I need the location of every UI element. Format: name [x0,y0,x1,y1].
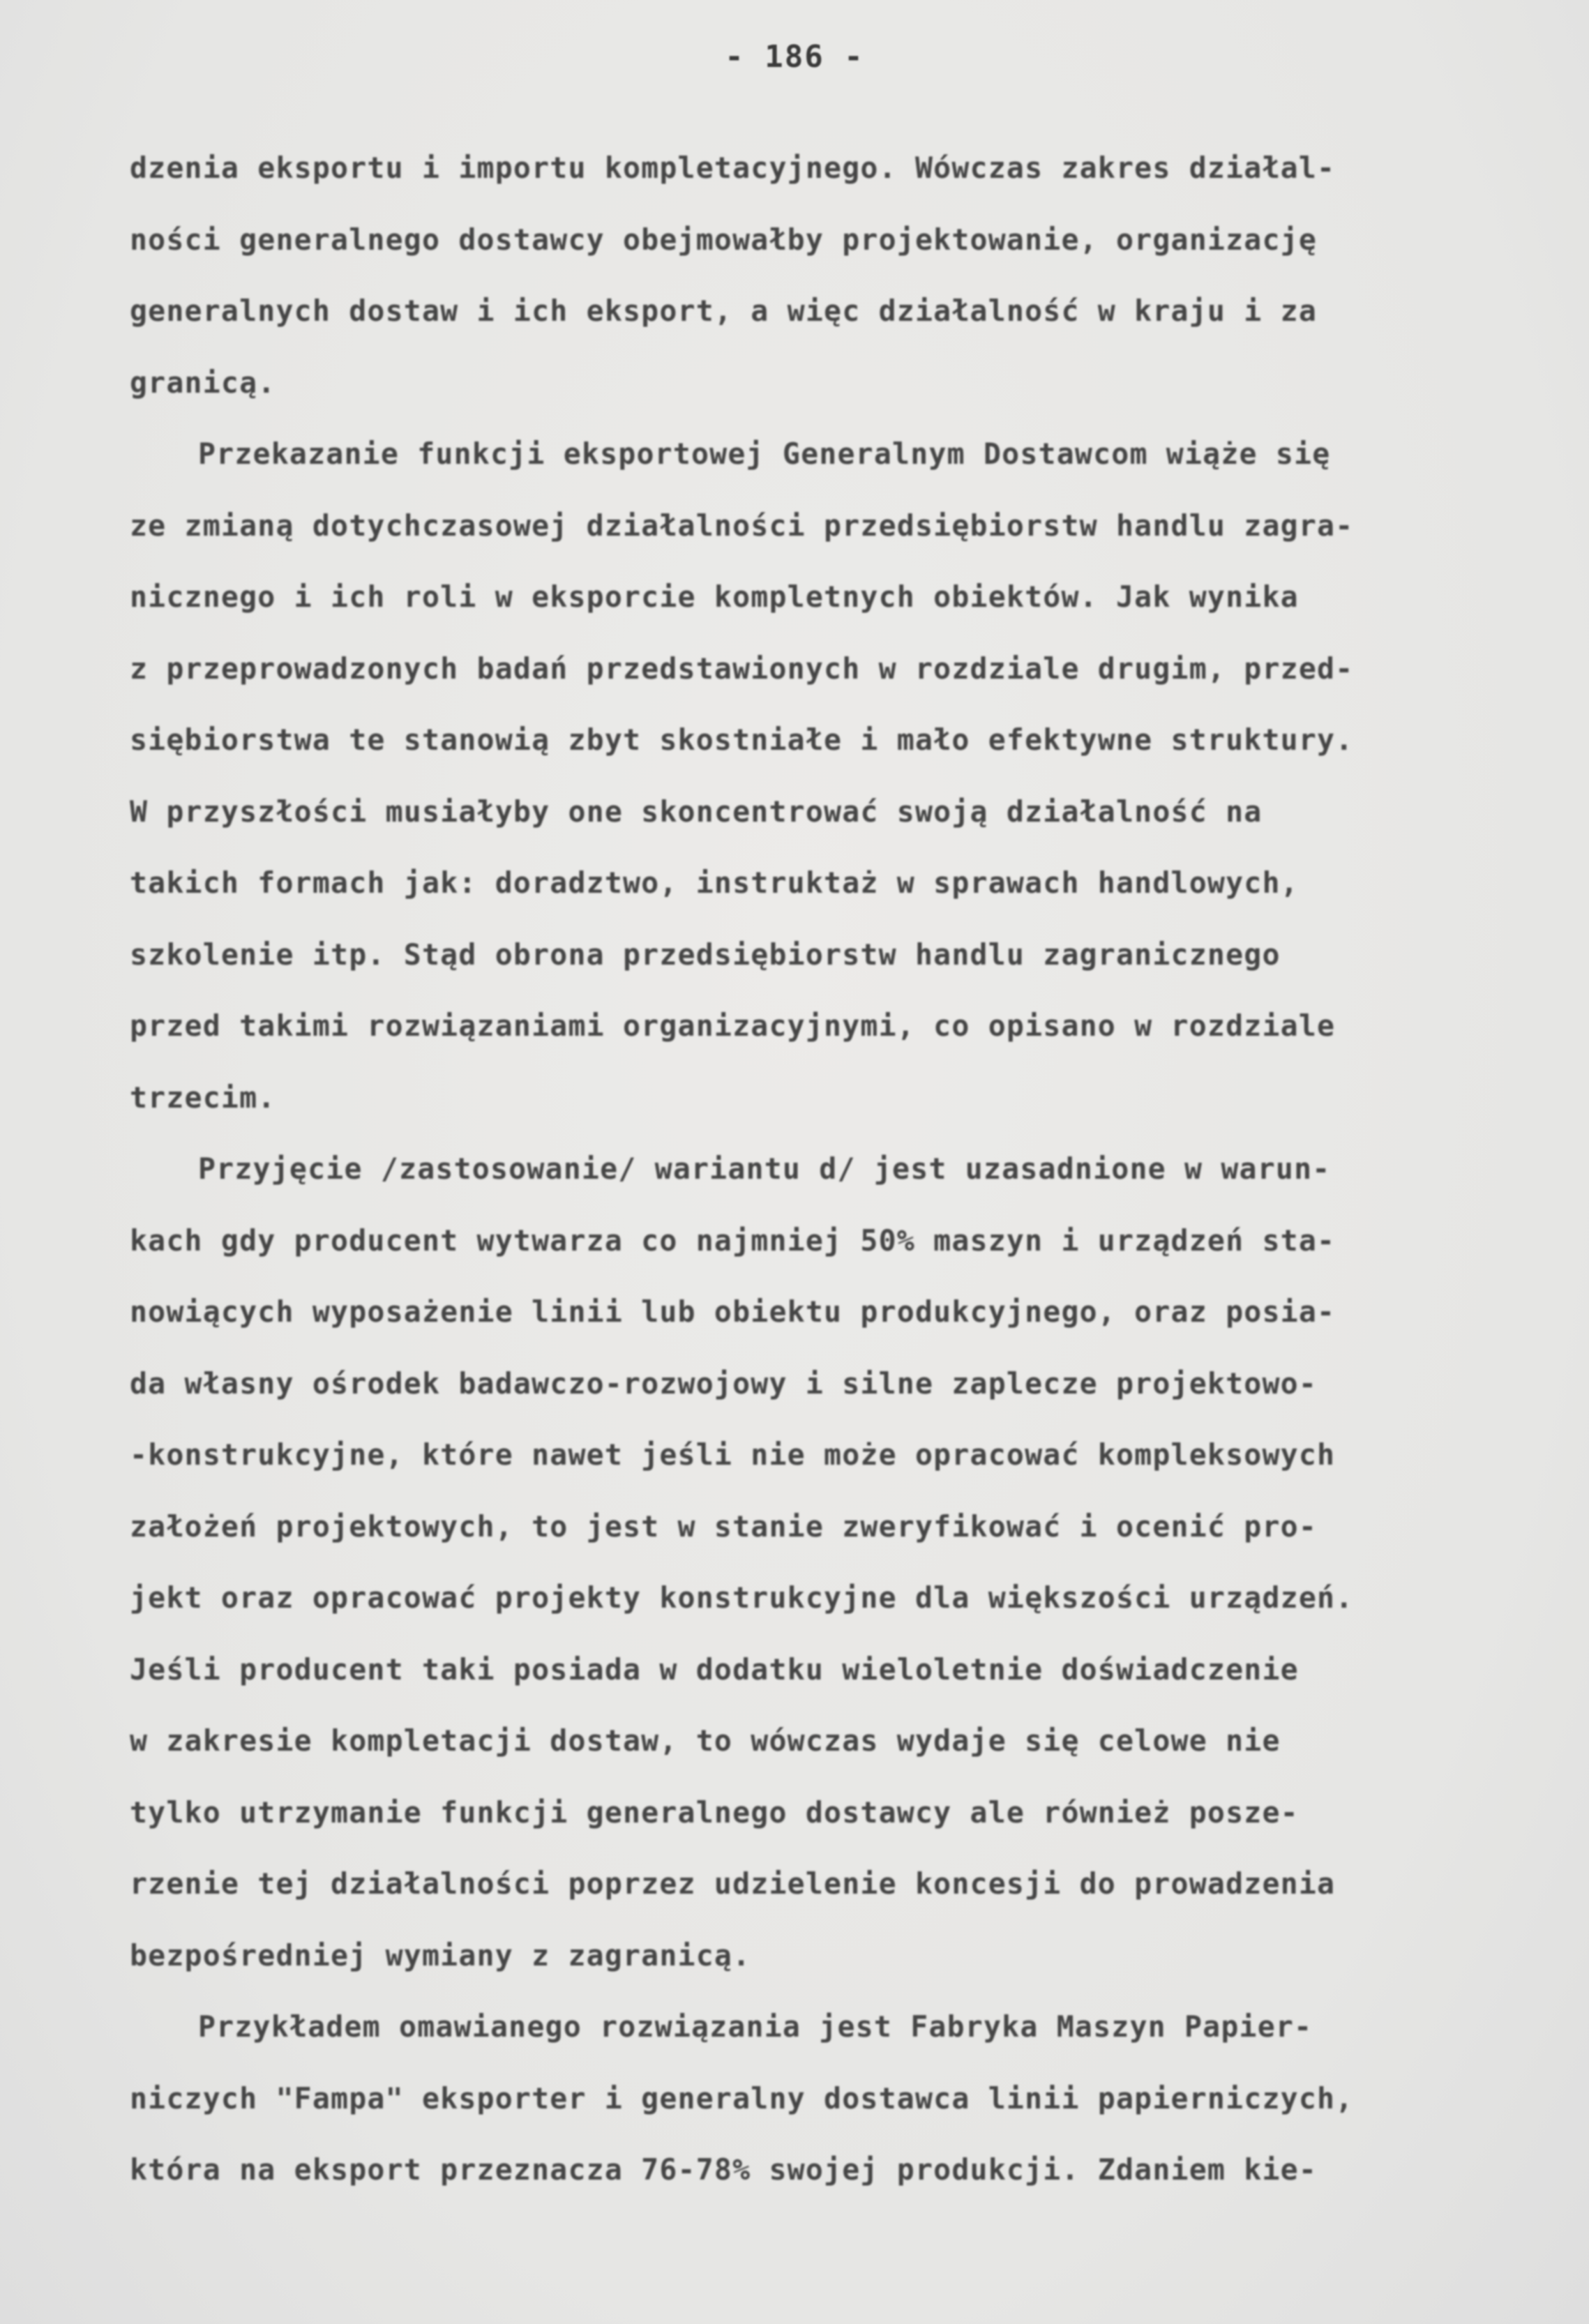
text-line: ności generalnego dostawcy obejmowałby projektowanie, organizację [130,222,1318,257]
text-line: która na eksport przeznacza 76-78% swojej produkcji. Zdaniem kie- [130,2152,1318,2187]
paragraph-4 [130,1991,1504,2206]
text-line: nowiących wyposażenie linii lub obiektu produkcyjnego, oraz posia- [130,1295,1336,1329]
text-line: Przekazanie funkcji eksportowej Generalnym Dostawcom wiąże się [198,437,1331,471]
paragraph-2 [130,418,1504,1133]
text-line: -konstrukcyjne, które nawet jeśli nie może opracować kompleksowych [130,1438,1336,1472]
text-line: założeń projektowych, to jest w stanie zweryfikować i ocenić pro- [130,1509,1318,1544]
text-line: jekt oraz opracować projekty konstrukcyjne dla większości urządzeń. [130,1580,1354,1615]
document-body [130,133,1504,2206]
paragraph-3 [130,1133,1504,1991]
text-line: Jeśli producent taki posiada w dodatku wieloletnie doświadczenie [130,1652,1299,1687]
text-line: siębiorstwa te stanowią zbyt skostniałe i mało efektywne struktury. [130,723,1354,757]
text-line: Przykładem omawianego rozwiązania jest Fabryka Maszyn Papier- [198,2009,1313,2044]
text-line: da własny ośrodek badawczo-rozwojowy i silne zaplecze projektowo- [130,1366,1318,1401]
text-line: niczych "Fampa" eksporter i generalny dostawca linii papierniczych, [130,2081,1354,2115]
text-line: granicą. [130,365,276,400]
text-line: rzenie tej działalności poprzez udzielenie koncesji do prowadzenia [130,1866,1336,1901]
paragraph-1 [130,133,1504,418]
text-line: Przyjęcie /zastosowanie/ wariantu d/ jest uzasadnione w warun- [198,1152,1331,1186]
text-line: W przyszłości musiałyby one skoncentrować swoją działalność na [130,794,1263,829]
text-line: nicznego i ich roli w eksporcie kompletnych obiektów. Jak wynika [130,580,1299,614]
text-line: ze zmianą dotychczasowej działalności przedsiębiorstw handlu zagra- [130,508,1354,543]
text-line: trzecim. [130,1080,276,1115]
text-line: w zakresie kompletacji dostaw, to wówczas wydaje się celowe nie [130,1723,1281,1758]
text-line: przed takimi rozwiązaniami organizacyjnymi, co opisano w rozdziale [130,1009,1336,1043]
text-line: dzenia eksportu i importu kompletacyjnego. Wówczas zakres działal- [130,151,1336,185]
text-line: generalnych dostaw i ich eksport, a więc działalność w kraju i za [130,294,1318,328]
text-line: kach gdy producent wytwarza co najmniej 50% maszyn i urządzeń sta- [130,1223,1336,1258]
text-line: bezpośredniej wymiany z zagranicą. [130,1938,751,1972]
text-line: tylko utrzymanie funkcji generalnego dostawcy ale również posze- [130,1795,1299,1829]
page-number: - 186 - [725,39,864,75]
text-line: z przeprowadzonych badań przedstawionych w rozdziale drugim, przed- [130,651,1354,686]
text-line: szkolenie itp. Stąd obrona przedsiębiorstw handlu zagranicznego [130,937,1281,972]
text-line: takich formach jak: doradztwo, instruktaż w sprawach handlowych, [130,866,1299,900]
